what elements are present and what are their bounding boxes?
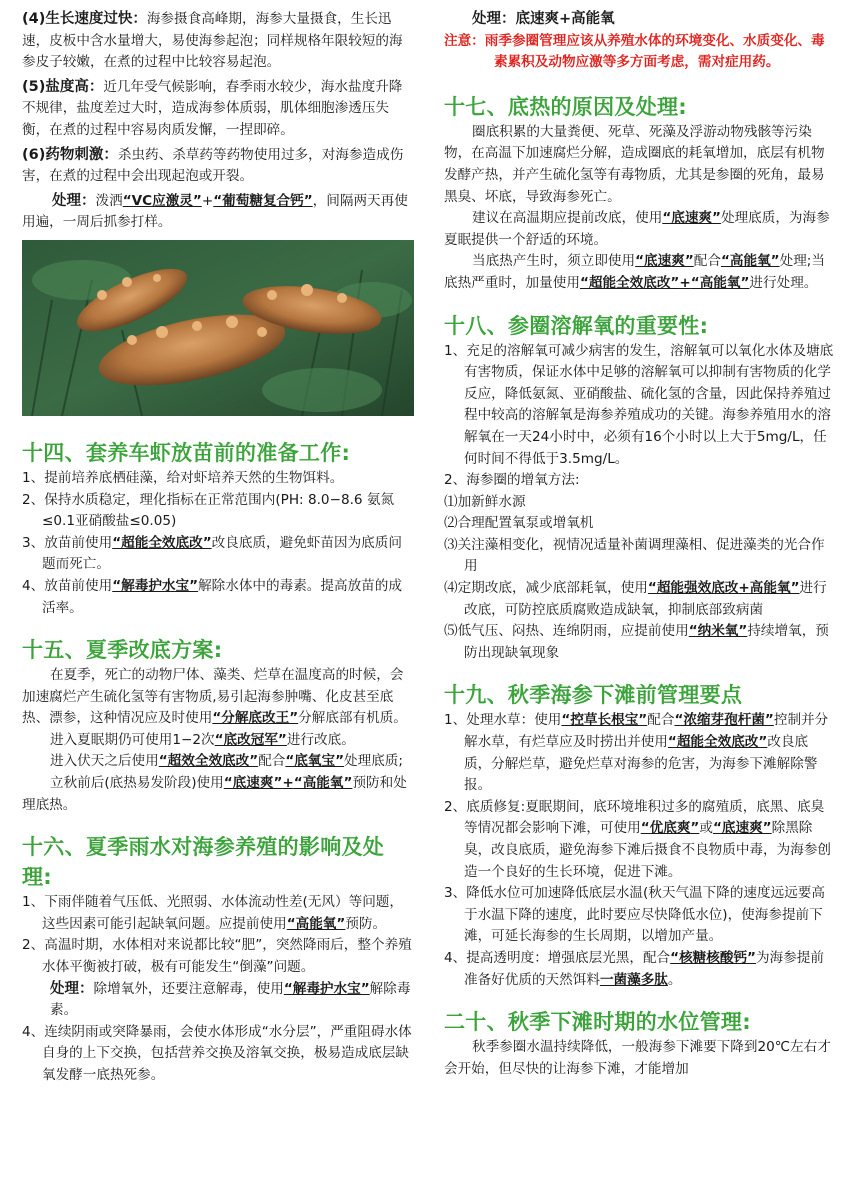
s19-item-4: 4、提高透明度：增强底层光黑，配合“核糖核酸钙”为海参提前准备好优质的天然饵料一菌藻多肽。 [444,949,824,988]
s18-method-1: ⑴加新鲜水源 [444,493,526,510]
treatment-1: 处理：泼洒“VC应激灵”+“葡萄糖复合钙”，间隔两天再使用遍，一周后抓参打样。 [22,192,408,231]
s15-paragraph-3: 进入伏天之后使用“超效全效底改”配合“底氧宝”处理底质; [50,753,403,770]
s19-item-2: 2、底质修复:夏眠期间，底环境堆积过多的腐殖质，底黑、底臭等情况都会影响下滩，可使用“优底爽”或“底速爽”除黑除臭，改良底质，避免海参下滩后摄食不良物质中毒，为海参创造一个良好的生长环境，促进下滩。 [444,798,832,880]
sea-cucumber-photo [22,240,414,416]
s20-paragraph-1: 秋季参圈水温持续降低，一般海参下滩要下降到20℃左右才会开始，但尽快的让海参下滩，才能增加 [444,1039,831,1077]
s14-item-2: 2、保持水质稳定，理化指标在正常范围内(PH: 8.0−8.6 氨氮≤0.1亚硝酸盐≤0.05) [22,491,395,530]
s16-item-1: 1、下雨伴随着气压低、光照弱、水体流动性差(无风）等问题，这些因素可能引起缺氧问题。应提前使用“高能氧”预防。 [22,894,403,932]
paragraph-drug: (6)药物刺激：杀虫药、杀草药等药物使用过多，对海参造成伤害，在煮的过程中会出现起泡或开裂。 [22,146,404,185]
s14-item-3: 3、放苗前使用“超能全效底改”改良底质，避免虾苗因为底质问题而死亡。 [22,534,402,573]
paragraph-growth: (4)生长速度过快：海参摄食高峰期，海参大量摄食，生长迅速，皮板中含水量增大，易使海参起泡；同样规格年限较短的海参皮子较嫩，在煮的过程中比较容易起泡。 [22,11,403,71]
s18-method-5: ⑸低气压、闷热、连绵阴雨，应提前使用“纳米氧”持续增氧，预防出现缺氧现象 [444,623,829,661]
s19-item-3: 3、降低水位可加速降低底层水温(秋天气温下降的速度远远要高于水温下降的速度，此时要应尽快降低水位)，使海参提前下滩，可延长海参的生长周期，以增加产量。 [444,885,825,945]
s16-item-4: 4、连续阴雨或突降暴雨，会使水体形成“水分层”，严重阻碍水体自身的上下交换，包括营养交换及溶氧交换，极易造成底层缺氧发酵一底热死参。 [22,1023,412,1083]
s18-item-2: 2、海参圈的增氧方法: [444,472,580,489]
s16-item-2: 2、高温时期，水体相对来说都比较“肥”，突然降雨后，整个养殖水体平衡被打破，极有可能发生“倒藻”问题。 [22,937,412,976]
s17-paragraph-1: 圈底积累的大量粪便、死草、死藻及浮游动物残骸等污染物，在高温下加速腐烂分解，造成圈底的耗氧增加，底层有机物发酵产热，并产生硫化氢等有毒物质，尤其是参圈的死角，最易黑臭、坏底，导致海参死亡。 [444,123,825,205]
s15-paragraph-1: 在夏季，死亡的动物尸体、藻类、烂草在温度高的时候，会加速腐烂产生硫化氢等有害物质,易引起海参肿嘴、化皮甚至底热、漂参，这种情况应及时使用“分解底改王”分解底部有机质。 [22,667,407,727]
section-16-title: 十六、夏季雨水对海参养殖的影响及处理: [22,835,385,890]
section-19-title: 十九、秋季海参下滩前管理要点 [444,683,743,708]
s14-item-1: 1、提前培养底栖硅藻，给对虾培养天然的生物饵料。 [22,469,344,486]
section-18-title: 十八、参圈溶解氧的重要性: [444,313,709,338]
s18-method-2: ⑵合理配置氧泵或增氧机 [444,515,594,532]
left-column [22,0,414,1087]
s18-method-3: ⑶关注藻相变化，视情况适量补菌调理藻相、促进藻类的光合作用 [444,536,825,575]
s15-paragraph-2: 进入夏眠期仍可使用1−2次“底改冠军”进行改底。 [50,731,355,748]
right-column [444,0,834,1080]
sea-cucumber-photo-icon [22,240,414,416]
s15-paragraph-4: 立秋前后(底热易发阶段)使用“底速爽”+“高能氧”预防和处理底热。 [22,775,407,813]
s19-item-1: 1、处理水草：使用“控草长根宝”配合“浓缩芽孢杆菌”控制并分解水草，有烂草应及时捞出并使用“超能全效底改”改良底质，分解烂草，避免烂草对海参的危害，为海参下滩解除警报。 [444,712,829,794]
section-15-title: 十五、夏季改底方案: [22,638,223,663]
section-17-title: 十七、底热的原因及处理: [444,94,687,119]
section-14-title: 十四、套养车虾放苗前的准备工作: [22,440,351,465]
s14-item-4: 4、放苗前使用“解毒护水宝”解除水体中的毒素。提高放苗的成活率。 [22,577,402,616]
paragraph-salinity: (5)盐度高：近几年受气候影响，春季雨水较少，海水盐度升降不规律，盐度差过大时，造成海参体质弱，肌体细胞渗透压失衡，在煮的过程中容易肉质发懈，一捏即碎。 [22,78,403,138]
treatment-top: 处理：底速爽+高能氧 [472,11,615,27]
s16-treatment: 处理：除增氧外，还要注意解毒，使用“解毒护水宝”解除毒素。 [50,980,411,1019]
s17-paragraph-2: 建议在高温期应提前改底，使用“底速爽”处理底质，为海参夏眠提供一个舒适的环境。 [444,210,830,248]
s18-item-1: 1、充足的溶解氧可减少病害的发生，溶解氧可以氧化水体及塘底有害物质，保证水体中足够的溶解氧可以抑制有害物质的化学反应，降低氨氮、亚硝酸盐、硫化氢的含量，因此保持养殖过程中较高的溶解氧是海参养殖成功的关键。海参养殖用水的溶解氧在一天24小时中，必须有16个小时以上大于5mg/L，任何时间不得低于3.5mg/L。 [444,342,834,467]
s17-paragraph-3: 当底热产生时，须立即使用“底速爽”配合“高能氧”处理;当底热严重时，加量使用“超能全效底改”+“高能氧”进行处理。 [444,253,825,291]
note-warning: 注意：雨季参圈管理应该从养殖水体的环境变化、水质变化、毒素累积及动物应激等多方面考虑，需对症用药。 [444,32,825,71]
section-20-title: 二十、秋季下滩时期的水位管理: [444,1010,751,1035]
s18-method-4: ⑷定期改底，减少底部耗氧，使用“超能强效底改+高能氧”进行改底，可防控底质腐败造成缺氧，抑制底部致病菌 [444,580,827,618]
